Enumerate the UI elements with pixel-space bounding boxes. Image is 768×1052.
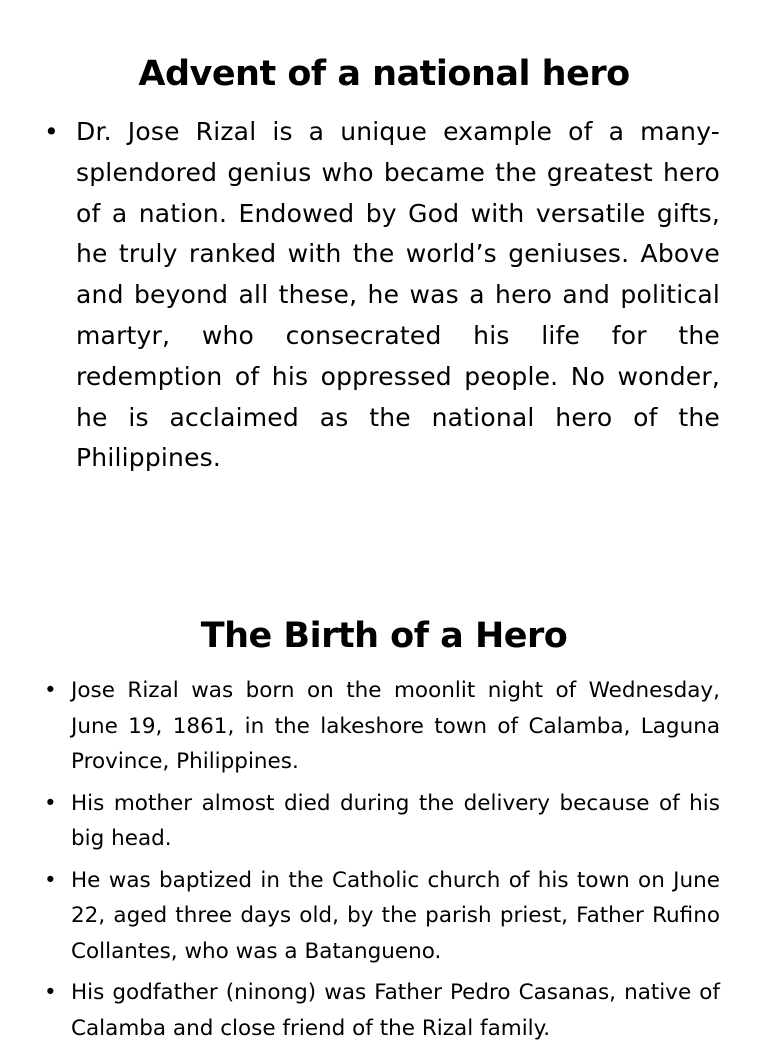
bullet-icon: • — [44, 980, 57, 1005]
bullet-text: He was baptized in the Catholic church of his town on June 22, aged three days old, by the parish priest, Father Rufino Collantes, who was a Batangueno. — [71, 867, 720, 964]
bullet-item — [44, 673, 720, 780]
bullet-text: His mother almost died during the delivery because of his big head. — [71, 790, 720, 851]
bullet-icon: • — [44, 678, 57, 703]
bullet-text: His godfather (ninong) was Father Pedro Casanas, native of Calamba and close friend of the Rizal family. — [71, 980, 720, 1041]
bullet-icon: • — [44, 867, 57, 893]
bullet-icon: • — [44, 117, 59, 146]
bullet-list — [44, 673, 720, 1052]
slide-title: The Birth of a Hero — [200, 616, 568, 656]
bullet-text: Dr. Jose Rizal is a unique example of a many-splendored genius who became the greatest hero of a nation. Endowed by God with versatile gifts, he truly ranked with the world’s geniuses. Above and beyond all these, he was a hero and political martyr, who consecrated his life for the redemption of his oppressed people. No wonder, he is acclaimed as the national hero of the Philippines. — [76, 117, 720, 473]
bullet-item — [44, 975, 720, 1046]
bullet-text: Jose Rizal was born on the moonlit night of Wednesday, June 19, 1861, in the lakeshore town of Calamba, Laguna Province, Philippines. — [71, 678, 720, 774]
bullet-list — [44, 112, 720, 479]
bullet-icon: • — [44, 790, 57, 816]
slide-birth — [0, 560, 768, 1041]
bullet-item — [44, 786, 720, 857]
bullet-item — [44, 112, 720, 479]
bullet-item — [44, 863, 720, 970]
slide-title: Advent of a national hero — [138, 54, 630, 94]
